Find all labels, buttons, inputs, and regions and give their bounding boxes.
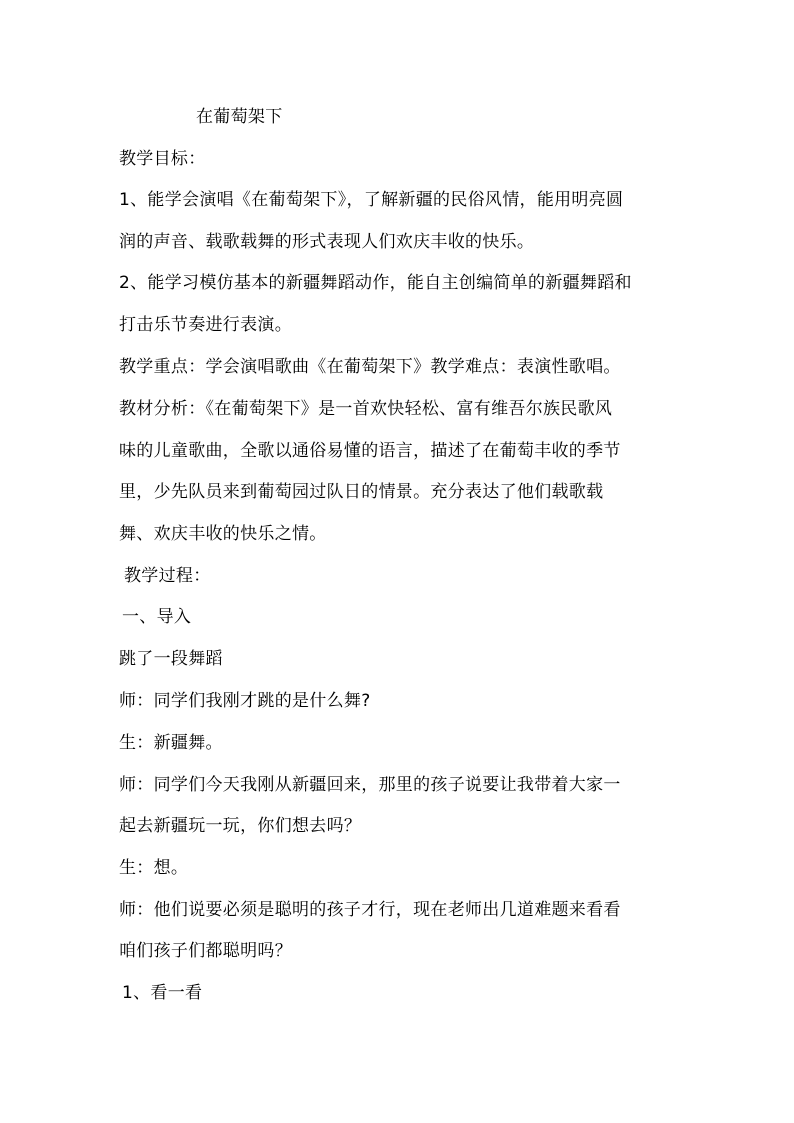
dialogue-line: 咱们孩子们都聪明吗？ — [119, 941, 292, 961]
dialogue-line: 生：新疆舞。 — [119, 733, 223, 753]
dialogue-line: 师：同学们我刚才跳的是什么舞? — [119, 691, 371, 711]
dialogue-line: 跳了一段舞蹈 — [119, 649, 223, 669]
document-title: 在葡萄架下 — [196, 107, 283, 127]
dialogue-line: 起去新疆玩一玩，你们想去吗？ — [119, 816, 362, 836]
material-analysis-line-2: 味的儿童歌曲，全歌以通俗易懂的语言，描述了在葡萄丰收的季节 — [119, 441, 621, 461]
objective-1-line-2: 润的声音、载歌载舞的形式表现人们欢庆丰收的快乐。 — [119, 232, 535, 252]
material-analysis-line-3: 里，少先队员来到葡萄园过队日的情景。充分表达了他们载歌载 — [119, 482, 604, 502]
heading-teaching-process: 教学过程： — [124, 566, 211, 586]
objective-2-line-1: 2、能学习模仿基本的新疆舞蹈动作，能自主创编简单的新疆舞蹈和 — [119, 273, 632, 293]
key-points-paragraph: 教学重点：学会演唱歌曲《在葡萄架下》教学难点：表演性歌唱。 — [119, 357, 621, 377]
dialogue-line: 师：他们说要必须是聪明的孩子才行，现在老师出几道难题来看看 — [119, 900, 621, 920]
objective-2-line-2: 打击乐节奏进行表演。 — [119, 315, 292, 335]
subsection-look-heading: 1、看一看 — [122, 983, 203, 1003]
material-analysis-line-4: 舞、欢庆丰收的快乐之情。 — [119, 524, 327, 544]
material-analysis-line-1: 教材分析：《在葡萄架下》是一首欢快轻松、富有维吾尔族民歌风 — [119, 399, 613, 419]
heading-teaching-objectives: 教学目标： — [119, 149, 206, 169]
objective-1-line-1: 1、能学会演唱《在葡萄架下》，了解新疆的民俗风情，能用明亮圆 — [119, 190, 624, 210]
dialogue-line: 师：同学们今天我刚从新疆回来，那里的孩子说要让我带着大家一 — [119, 775, 621, 795]
dialogue-line: 生：想。 — [119, 858, 189, 878]
section-introduction-heading: 一、导入 — [122, 607, 192, 627]
